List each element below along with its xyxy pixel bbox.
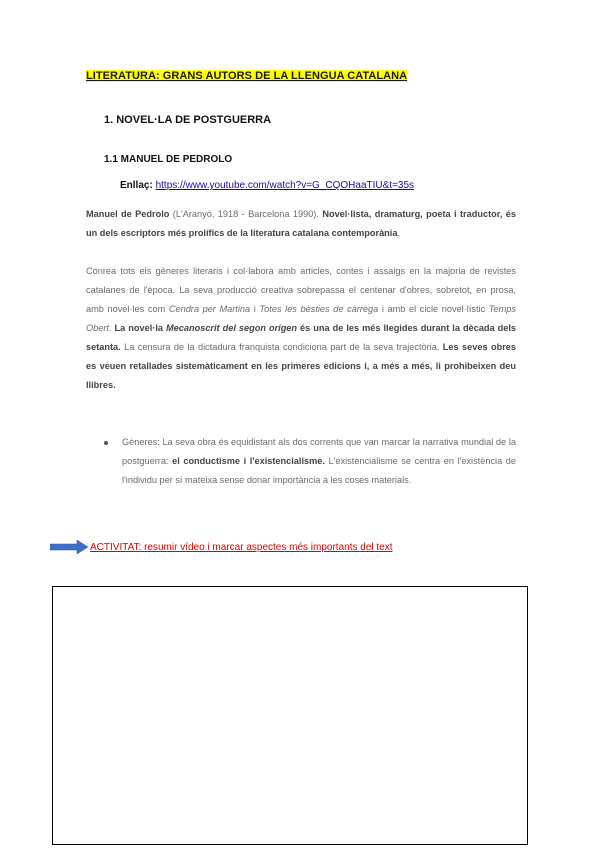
text-run: La censura de la dictadura franquista condiciona part de la seva trajectòria. — [120, 342, 443, 352]
book-title: Cendra per Martina — [168, 304, 251, 314]
period: . — [397, 228, 401, 238]
highlight-book-title — [166, 323, 297, 333]
answer-box[interactable] — [52, 586, 528, 845]
highlight-text: el conductisme i l'existencialisme. — [172, 456, 325, 466]
text-run: Gèneres: La seva obra és equidistant als dos corrents que van marcar la narrativa mundial de la postguerra: — [122, 437, 516, 466]
text-run: i — [250, 304, 260, 314]
intro-paragraph — [86, 205, 516, 243]
document-title: LITERATURA: GRANS AUTORS DE LA LLENGUA CATALANA — [86, 70, 408, 82]
section-heading: 1. NOVEL·LA DE POSTGUERRA — [104, 114, 272, 126]
video-link-line — [120, 180, 414, 191]
birth-info: (L'Aranyó, 1918 - Barcelona 1990). — [169, 209, 323, 219]
highlight-text: La novel·la — [114, 323, 166, 333]
video-link[interactable]: https://www.youtube.com/watch?v=G_CQOHaaTIU&t=35s — [155, 180, 415, 191]
text-run: Conrea tots els gèneres literaris i col·labora amb articles, contes i assaigs en la majoria de revistes catalanes de l'època. La seva producció creativa sobrepassa el centenar d'obres, sobretot, en prosa, amb novel·les com — [86, 266, 516, 314]
list-item — [104, 433, 516, 490]
bullet-list — [104, 433, 516, 490]
sub-heading: 1.1 MANUEL DE PEDROLO — [104, 154, 233, 165]
activity-instruction — [50, 540, 393, 554]
book-title: Mecanoscrit del segon origen — [166, 323, 298, 333]
text-run: L'existencialisme se centra en l'existència de l'individu per sí mateixa sense donar importància a les coses materials. — [122, 456, 517, 485]
highlight-text: és una de les més llegides durant la dècada dels setanta. — [86, 323, 516, 352]
link-label: Enllaç: — [120, 180, 153, 191]
text-run: i amb el cicle novel·lístic — [378, 304, 489, 314]
highlight-text: Les seves obres es veuen retallades sistemàticament en les primeres edicions i, a més a més, li prohibeixen deu llibres. — [86, 342, 516, 390]
works-paragraph — [86, 262, 516, 395]
cycle-title: Temps Obert — [86, 304, 516, 333]
activity-text: ACTIVITAT: resumir vídeo i marcar aspectes més importants del text — [90, 541, 393, 553]
text-run: . — [108, 323, 115, 333]
author-description: Novel·lista, dramaturg, poeta i traductor, és un dels escriptors més prolífics de la literatura catalana contemporània — [86, 209, 516, 238]
author-name: Manuel de Pedrolo — [86, 209, 170, 219]
book-title: Totes les bèsties de càrrega — [259, 304, 379, 314]
arrow-right-icon — [50, 540, 88, 554]
bullet-icon — [104, 441, 108, 445]
